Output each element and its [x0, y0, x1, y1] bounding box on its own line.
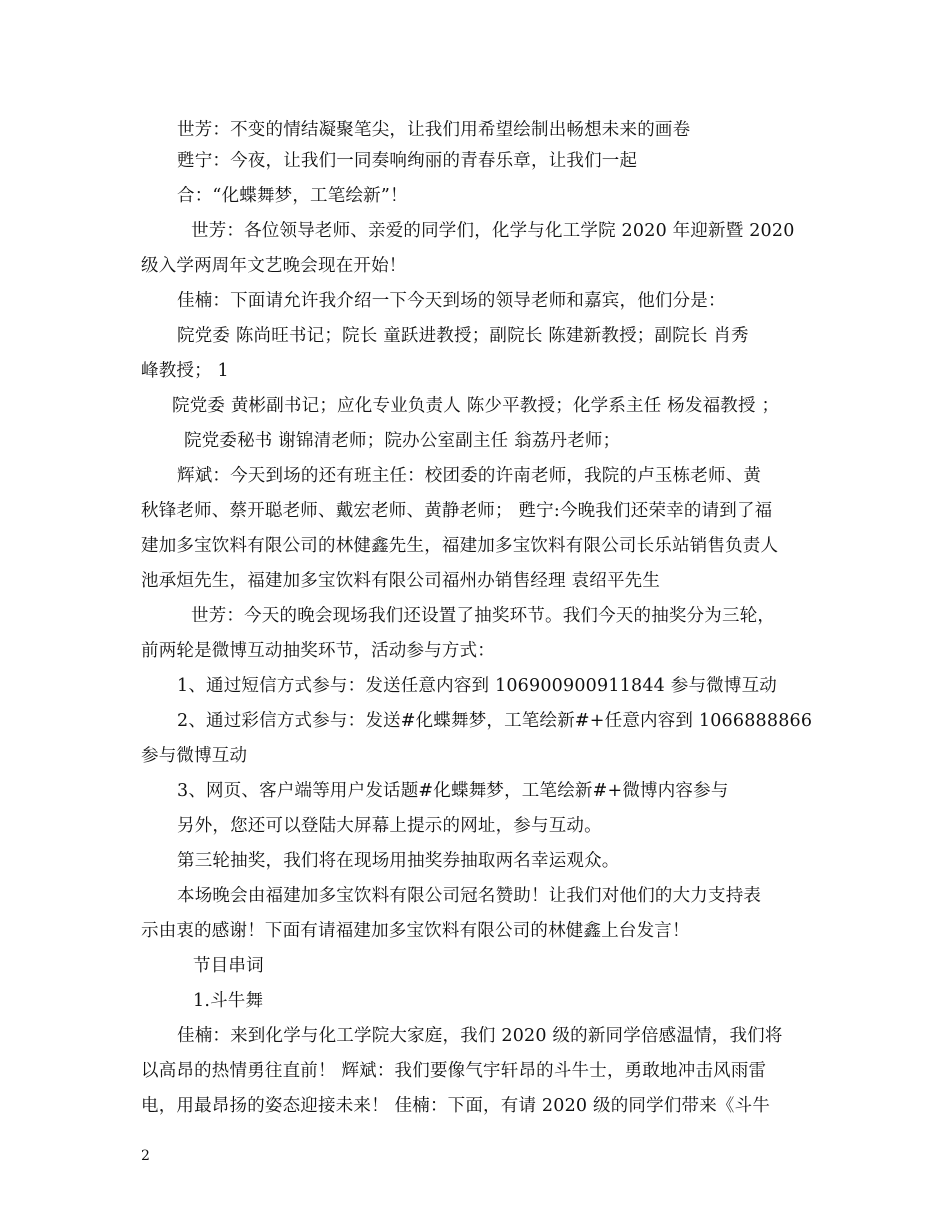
text-line: 示由衷的感谢！下面有请福建加多宝饮料有限公司的林健鑫上台发言！: [141, 921, 690, 941]
page-number: 2: [141, 1148, 150, 1164]
text-line: 以高昂的热情勇往直前！ 辉斌：我们要像气宇轩昂的斗牛士，勇敢地冲击风雨雷: [141, 1061, 767, 1081]
text-line: 合：“化蝶舞梦，工笔绘新”！: [177, 186, 408, 206]
text-line: 池承烜先生，福建加多宝饮料有限公司福州办销售经理 袁绍平先生: [141, 571, 661, 591]
text-line: 另外，您还可以登陆大屏幕上提示的网址，参与互动。: [177, 816, 602, 836]
text-line: 世芳：各位领导老师、亲爱的同学们，化学与化工学院 2020 年迎新暨 2020: [191, 221, 795, 241]
text-line: 3、网页、客户端等用户发话题#化蝶舞梦，工笔绘新#+微博内容参与: [177, 781, 729, 801]
text-line: 参与微博互动: [141, 746, 248, 766]
text-line: 佳楠：下面请允许我介绍一下今天到场的领导老师和嘉宾，他们分是：: [177, 291, 726, 311]
text-line: 世芳：今天的晚会现场我们还设置了抽奖环节。我们今天的抽奖分为三轮，: [191, 606, 776, 626]
text-line: 秋锋老师、蔡开聪老师、戴宏老师、黄静老师； 甦宁:今晚我们还荣幸的请到了福: [141, 501, 773, 521]
text-line: 峰教授； 1: [141, 361, 229, 381]
text-line: 佳楠：来到化学与化工学院大家庭，我们 2020 级的新同学倍感温情，我们将: [177, 1026, 783, 1046]
text-line: 本场晚会由福建加多宝饮料有限公司冠名赞助！让我们对他们的大力支持表: [177, 886, 762, 906]
text-line: 级入学两周年文艺晚会现在开始！: [141, 256, 407, 276]
text-line: 2、通过彩信方式参与：发送#化蝶舞梦，工笔绘新#+任意内容到 1066888866: [177, 711, 813, 731]
text-line: 院党委 黄彬副书记；应化专业负责人 陈少平教授；化学系主任 杨发福教授 ；: [172, 396, 780, 416]
text-line: 院党委秘书 谢锦清老师；院办公室副主任 翁荔丹老师；: [184, 431, 621, 451]
text-line: 世芳：不变的情结凝聚笔尖，让我们用希望绘制出畅想未来的画卷: [177, 120, 691, 140]
text-line: 第三轮抽奖，我们将在现场用抽奖券抽取两名幸运观众。: [177, 851, 620, 871]
text-line: 建加多宝饮料有限公司的林健鑫先生，福建加多宝饮料有限公司长乐站销售负责人: [141, 536, 779, 556]
text-line: 1、通过短信方式参与：发送任意内容到 106900900911844 参与微博互动: [177, 676, 777, 696]
text-line: 电，用最昂扬的姿态迎接未来！ 佳楠：下面，有请 2020 级的同学们带来《斗牛: [141, 1096, 771, 1116]
text-line: 甦宁：今夜，让我们一同奏响绚丽的青春乐章，让我们一起: [177, 151, 638, 171]
item-heading: 1.斗牛舞: [193, 991, 264, 1011]
text-line: 院党委 陈尚旺书记；院长 童跃进教授；副院长 陈建新教授；副院长 肖秀: [177, 326, 749, 346]
text-line: 辉斌：今天到场的还有班主任：校团委的许南老师，我院的卢玉栋老师、黄: [177, 466, 762, 486]
section-heading: 节目串词: [193, 956, 264, 976]
text-line: 前两轮是微博互动抽奖环节，活动参与方式：: [141, 641, 495, 661]
